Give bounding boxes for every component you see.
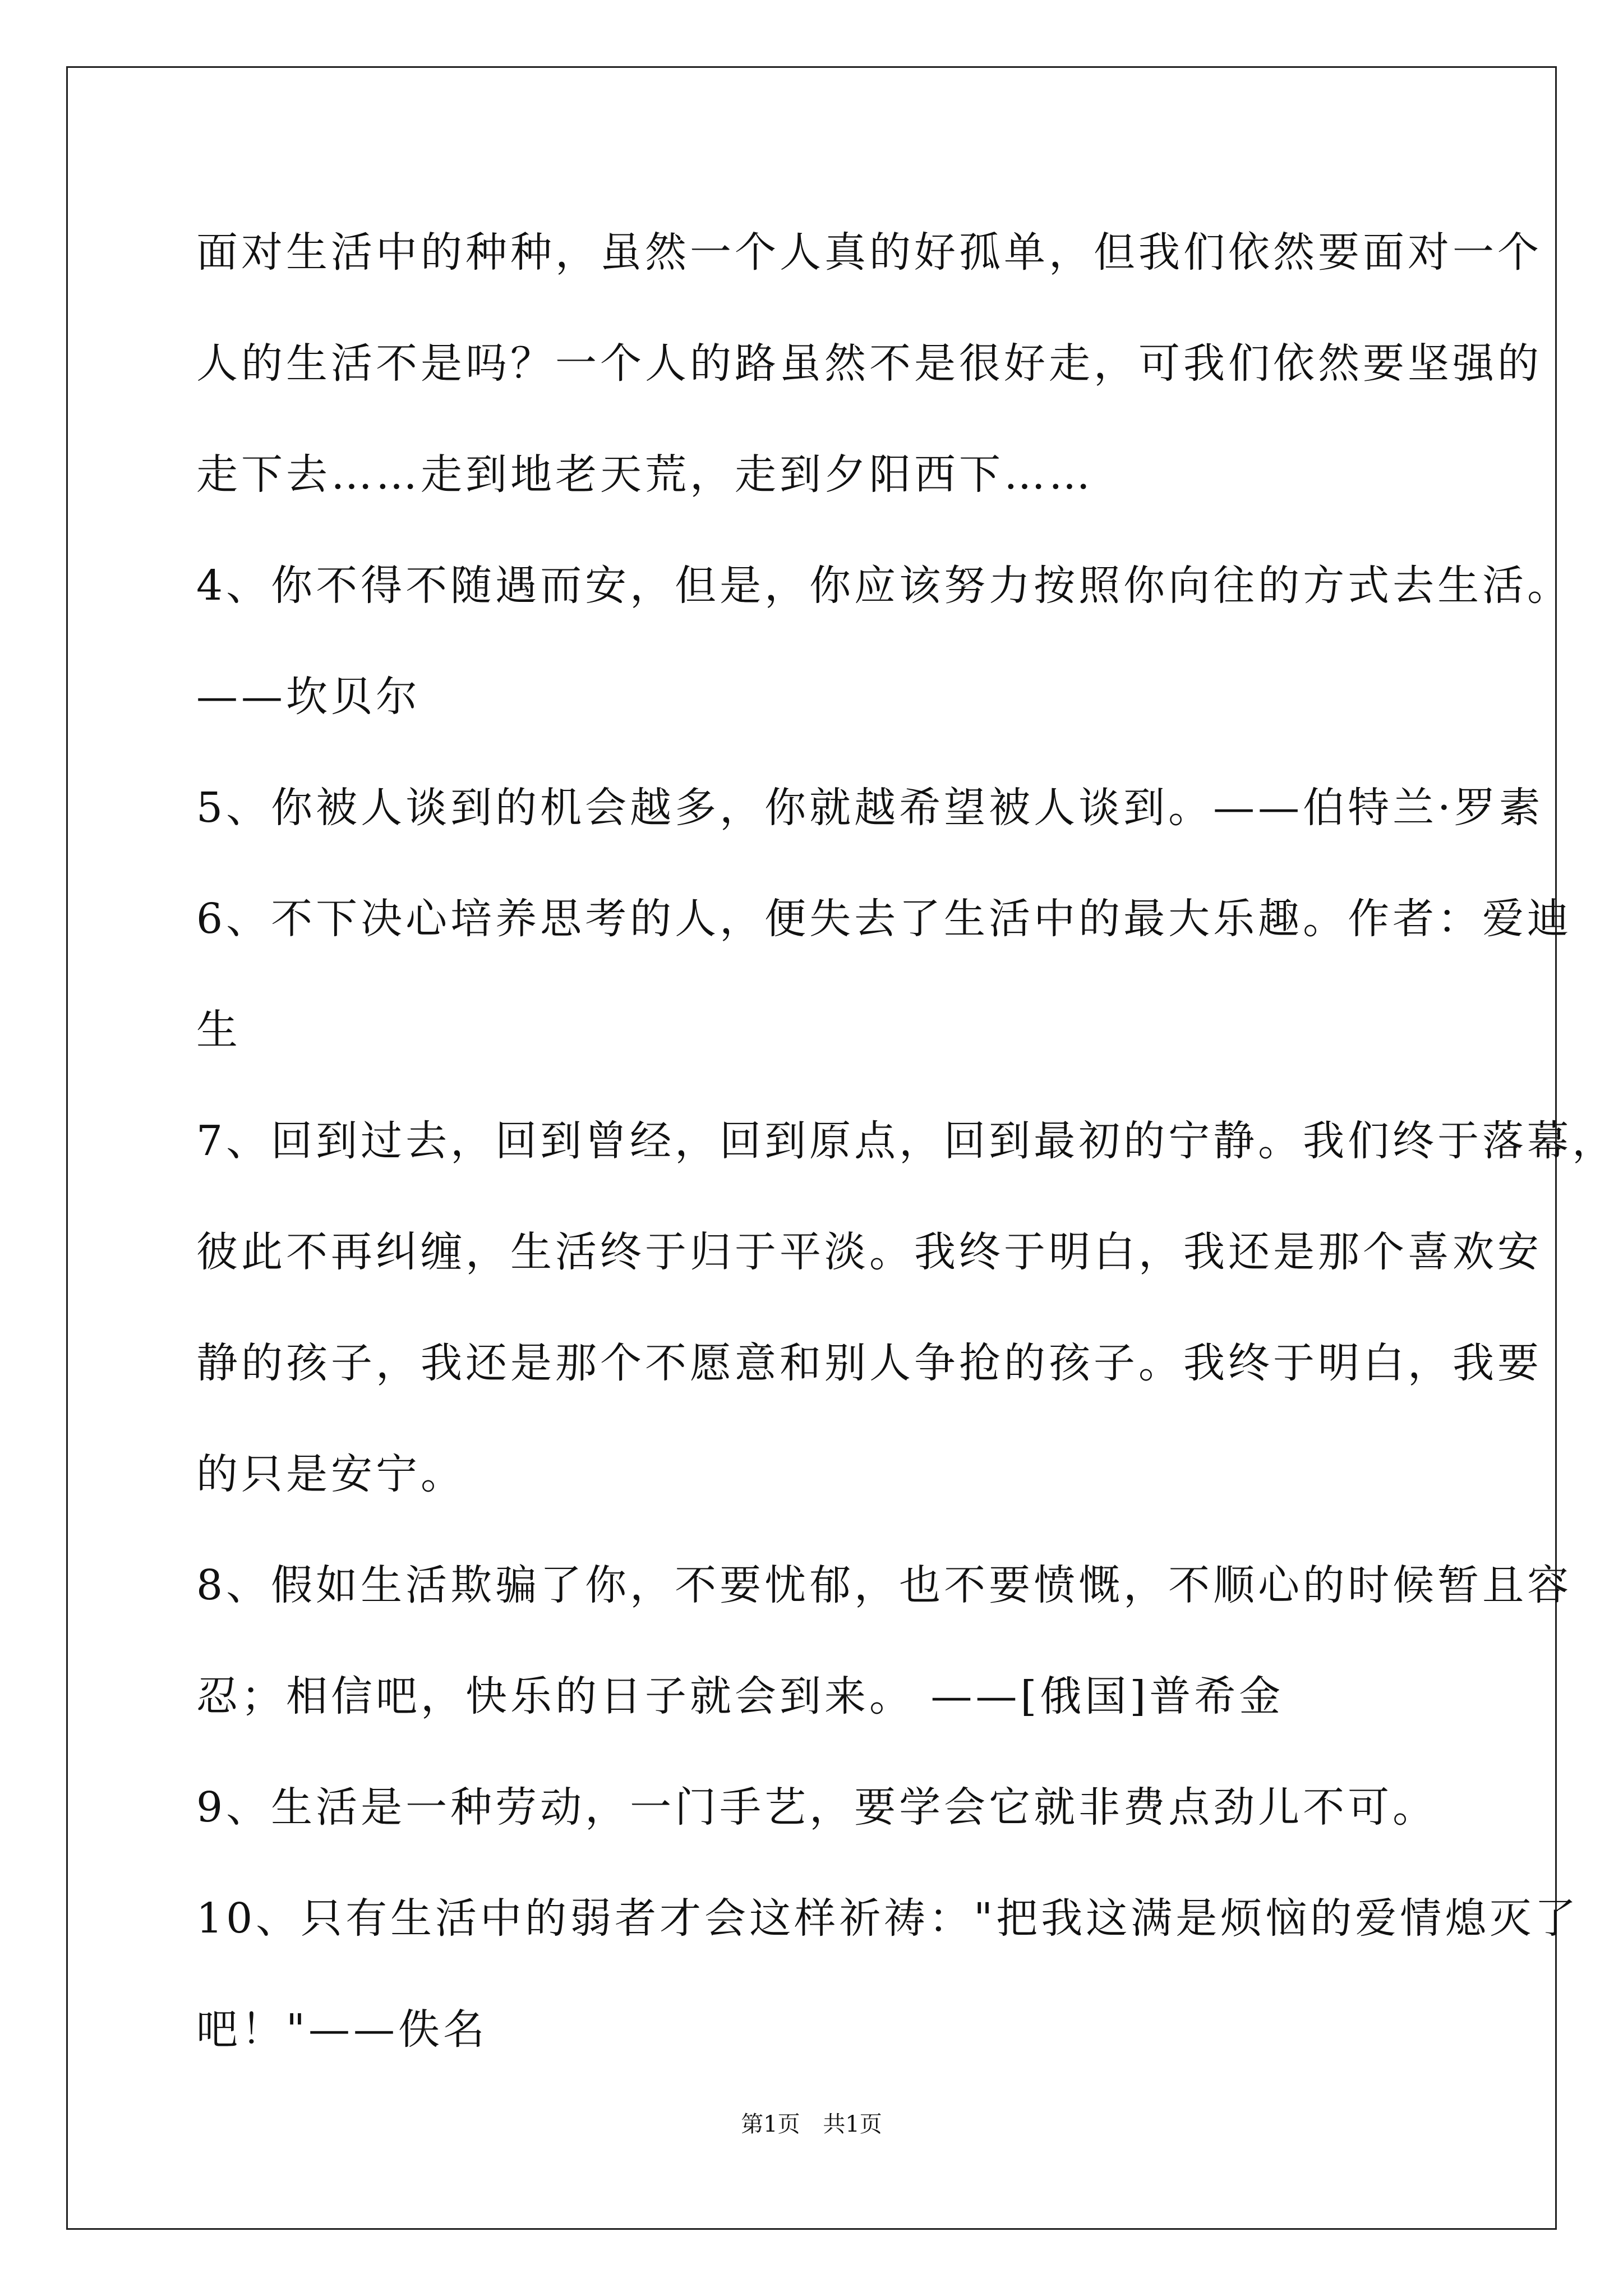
- text-line: 彼此不再纠缠，生活终于归于平淡。我终于明白，我还是那个喜欢安: [196, 1228, 1542, 1276]
- document-body: [196, 213, 1617, 2101]
- text-line: 4、你不得不随遇而安，但是，你应该努力按照你向往的方式去生活。: [196, 562, 1573, 610]
- text-line: ——坎贝尔: [196, 673, 421, 721]
- text-line: 9、生活是一种劳动，一门手艺，要学会它就非费点劲儿不可。: [196, 1783, 1438, 1832]
- text-line: 生: [196, 1006, 241, 1054]
- text-line: 的只是安宁。: [196, 1450, 465, 1498]
- text-line: 静的孩子，我还是那个不愿意和别人争抢的孩子。我终于明白，我要: [196, 1339, 1542, 1387]
- text-line: 7、回到过去，回到曾经，回到原点，回到最初的宁静。我们终于落幕，: [196, 1117, 1617, 1165]
- page-number-total: 共1页: [823, 2111, 882, 2137]
- text-line: 5、你被人谈到的机会越多，你就越希望被人谈到。——伯特兰·罗素: [196, 784, 1544, 832]
- text-line: 忍；相信吧，快乐的日子就会到来。 ——[俄国]普希金: [196, 1672, 1284, 1720]
- text-line: 人的生活不是吗？一个人的路虽然不是很好走，可我们依然要坚强的: [196, 339, 1542, 388]
- text-line: 走下去……走到地老天荒，走到夕阳西下……: [196, 450, 1094, 499]
- page-number-current: 第1页: [741, 2111, 800, 2137]
- text-line: 吧！"——佚名: [196, 2005, 488, 2054]
- text-line: 8、假如生活欺骗了你，不要忧郁，也不要愤慨，不顺心的时候暂且容: [196, 1561, 1573, 1609]
- page-footer: [0, 2106, 1623, 2138]
- text-line: 10、只有生活中的弱者才会这样祈祷："把我这满是烦恼的爱情熄灭了: [196, 1894, 1580, 1943]
- text-line: 面对生活中的种种，虽然一个人真的好孤单，但我们依然要面对一个: [196, 228, 1542, 277]
- text-line: 6、不下决心培养思考的人，便失去了生活中的最大乐趣。作者：爱迪: [196, 895, 1573, 943]
